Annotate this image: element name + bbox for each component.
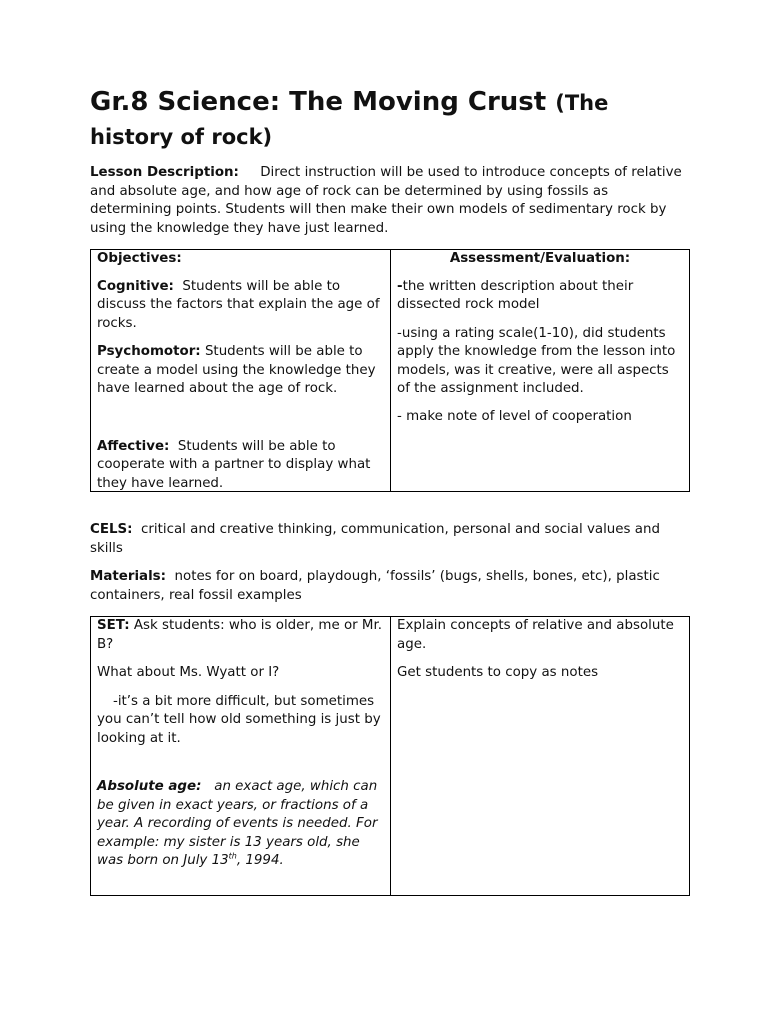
set-text: Ask students: who is older, me or Mr. B? [97, 618, 382, 652]
psychomotor-label: Psychomotor: [97, 344, 201, 359]
assessment-column [391, 250, 689, 491]
set-table [90, 616, 690, 896]
what-about-line: What about Ms. Wyatt or I? [97, 665, 280, 680]
assessment-dash: - [397, 278, 403, 294]
affective-label: Affective: [97, 438, 170, 454]
title-sub-rest: history of rock) [90, 125, 273, 149]
assessment-header: Assessment/Evaluation: [449, 251, 631, 266]
assessment-item-1 [397, 278, 683, 315]
psychomotor-text: Students will be able to create a model using the knowledge they have learned about the age of rock. [97, 344, 376, 396]
cels-label: CELS: [90, 522, 133, 537]
lesson-description-label: Lesson Description: [90, 165, 239, 180]
absolute-age-definition [97, 778, 384, 871]
materials-paragraph [90, 568, 690, 605]
title-main: Gr.8 Science: The Moving Crust [90, 87, 547, 117]
affective-objective [97, 438, 384, 494]
absolute-age-sup: th [228, 851, 237, 861]
copy-notes: Get students to copy as notes [397, 665, 599, 680]
set-left-column [91, 617, 391, 895]
psychomotor-objective [97, 343, 384, 399]
cognitive-objective [97, 278, 384, 334]
objectives-table [90, 249, 690, 492]
absolute-age-label: Absolute age: [97, 779, 202, 794]
materials-label: Materials: [90, 569, 166, 584]
assessment-item-2: -using a rating scale(1-10), did students apply the knowledge from the lesson into models, was it creative, were all aspects of the assignment included. [397, 325, 676, 396]
set-right-column [391, 617, 689, 895]
explain-concepts: Explain concepts of relative and absolute age. [397, 618, 674, 652]
cels-text: critical and creative thinking, communication, personal and social values and skills [90, 522, 660, 556]
assessment-text-1: the written description about their dissected rock model [397, 278, 634, 312]
absolute-age-text: an exact age, which can be given in exact years, or fractions of a year. A recording of events is needed. For example: my sister is 13 years old, she was born on July 13 [97, 779, 378, 868]
difficult-note: -it’s a bit more difficult, but sometimes you can’t tell how old something is just by looking at it. [97, 693, 381, 746]
objectives-header: Objectives: [97, 251, 182, 266]
set-label: SET: [97, 618, 130, 633]
cels-paragraph [90, 521, 690, 558]
lesson-description-text: Direct instruction will be used to introduce concepts of relative and absolute age, and how age of rock can be determined by using fossils as determining points. Students will then make their own models of sedimentary rock by using the knowledge they have just learned. [90, 165, 682, 236]
objectives-column [91, 250, 391, 491]
cognitive-label: Cognitive: [97, 278, 174, 294]
affective-text: Students will be able to cooperate with a partner to display what they have learned. [97, 438, 371, 491]
cognitive-text: Students will be able to discuss the factors that explain the age of rocks. [97, 278, 380, 331]
materials-text: notes for on board, playdough, ‘fossils’ (bugs, shells, bones, etc), plastic containers, real fossil examples [90, 569, 660, 603]
page-title [90, 86, 690, 154]
absolute-age-end: , 1994. [236, 853, 284, 868]
set-question [97, 617, 384, 654]
assessment-item-3: - make note of level of cooperation [397, 408, 632, 424]
lesson-description [90, 164, 690, 238]
title-sub-open: (The [555, 91, 609, 115]
